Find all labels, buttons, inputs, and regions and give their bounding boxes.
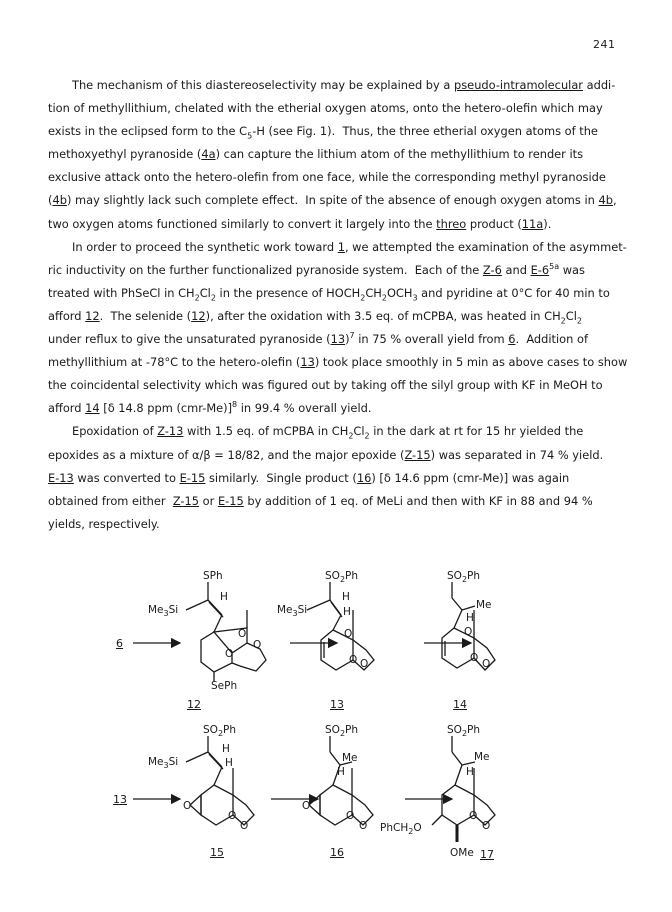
structure-16 (309, 736, 373, 825)
structure-15 (186, 736, 254, 825)
compound-label: 17 (480, 848, 494, 861)
text-line: The mechanism of this diastereoselectivity may be explained by a pseudo-intramolecular addi- (72, 78, 616, 92)
text-line: ric inductivity on the further functionalized pyranoside system. Each of the Z-6 and $E-6^{5a}$ was (48, 261, 585, 277)
group-label: $SO_2Ph$ (203, 724, 237, 739)
group-label: SePh (211, 680, 238, 692)
group-label: H (222, 743, 230, 755)
group-label: PhCH$_2$O (380, 822, 422, 837)
group-label: SPh (203, 570, 223, 582)
text-line: epoxides as a mixture of α/β = 18/82, and the major epoxide (Z-15) was separated in 74 % yield. (48, 447, 604, 462)
group-label: O (225, 648, 234, 660)
group-label: O (469, 810, 478, 822)
group-label: H (342, 591, 350, 603)
group-label: O (349, 654, 358, 666)
group-label: $Me_3Si$ (148, 604, 179, 619)
group-label: H (220, 591, 228, 603)
group-label: Me (474, 751, 490, 763)
group-label: O (302, 800, 311, 812)
group-label: O (253, 639, 262, 651)
group-label: $Me_3Si$ (277, 604, 308, 619)
group-label: H (337, 766, 345, 778)
text-line: methoxyethyl pyranoside (4a) can capture the lithium atom of the methyllithium to render its (48, 147, 584, 162)
text-line: In order to proceed the synthetic work toward 1, we attempted the examination of the asymmet- (72, 239, 627, 254)
group-label: OMe (450, 847, 474, 859)
text-line: the coincidental selectivity which was figured out by taking off the silyl group with KF in MeOH to (48, 378, 603, 393)
compound-label: 13 (113, 793, 127, 806)
page-number: 241 (593, 38, 616, 51)
group-label: $SO_2Ph$ (325, 724, 359, 739)
compound-label: 12 (187, 698, 201, 711)
group-label: O (464, 626, 473, 638)
text-line: E-13 was converted to E-15 similarly. Single product (16) [δ 14.6 ppm (cmr-Me)] was again (48, 470, 570, 485)
text-line: exclusive attack onto the hetero-olefin from one face, while the corresponding methyl pyranoside (48, 170, 606, 185)
text-line: treated with PhSeCl in $CH_2Cl_2$ in the presence of $HOCH_2CH_2OCH_3$ and pyridine at 0°C for 40 min to (48, 285, 610, 303)
text-line: methyllithium at -78°C to the hetero-olefin (13) took place smoothly in 5 min as above cases to show (48, 355, 628, 370)
group-label: O (240, 820, 249, 832)
group-label: O (346, 810, 355, 822)
text-line: afford 12. The selenide (12), after the oxidation with 3.5 eq. of mCPBA, was heated in $CH_2Cl_2$ (48, 308, 582, 326)
group-label: H (466, 612, 474, 624)
group-label: O (228, 810, 237, 822)
group-label: O (359, 820, 368, 832)
compound-label: 15 (210, 846, 224, 859)
group-label: O (360, 658, 369, 670)
text-line: Epoxidation of Z-13 with 1.5 eq. of mCPBA in $CH_2Cl_2$ in the dark at rt for 15 hr yielded the (72, 424, 584, 441)
group-label: O (482, 658, 491, 670)
group-label: Me (342, 752, 358, 764)
group-label: $Me_3Si$ (148, 756, 179, 771)
group-label: H (343, 606, 351, 618)
compound-label: 14 (453, 698, 467, 711)
group-label: $SO_2Ph$ (447, 570, 481, 585)
group-label: H (225, 757, 233, 769)
group-label: Me (476, 599, 492, 611)
text-line: afford 14 [δ 14.8 ppm (cmr-Me)]$^8$ in 99.4 % overall yield. (48, 400, 372, 416)
group-label: O (470, 652, 479, 664)
group-label: O (344, 628, 353, 640)
group-label: O (183, 800, 192, 812)
text-line: (4b) may slightly lack such complete effect. In spite of the absence of enough oxygen atoms in 4b, (48, 193, 617, 208)
compound-label: 6 (116, 637, 123, 650)
text-line: tion of methyllithium, chelated with the etherial oxygen atoms, onto the hetero-olefin which may (48, 101, 603, 116)
compound-label: 16 (330, 846, 344, 859)
text-line: yields, respectively. (48, 516, 160, 531)
group-label: O (482, 820, 491, 832)
group-label: $SO_2Ph$ (447, 724, 481, 739)
group-label: H (466, 766, 474, 778)
text-line: under reflux to give the unsaturated pyranoside $(13)^7$ in 75 % overall yield from 6. Addition of (48, 331, 588, 347)
compound-label: 13 (330, 698, 344, 711)
text-line: exists in the eclipsed form to the $C_5-H$ (see Fig. 1). Thus, the three etherial oxygen atoms of the (48, 124, 598, 141)
text-line: two oxygen atoms functioned similarly to convert it largely into the threo product (11a). (48, 216, 552, 231)
structure-13 (307, 582, 374, 670)
group-label: $SO_2Ph$ (325, 570, 359, 585)
group-label: O (238, 628, 247, 640)
text-line: obtained from either Z-15 or E-15 by addition of 1 eq. of MeLi and then with KF in 88 and 94 % (48, 493, 593, 508)
